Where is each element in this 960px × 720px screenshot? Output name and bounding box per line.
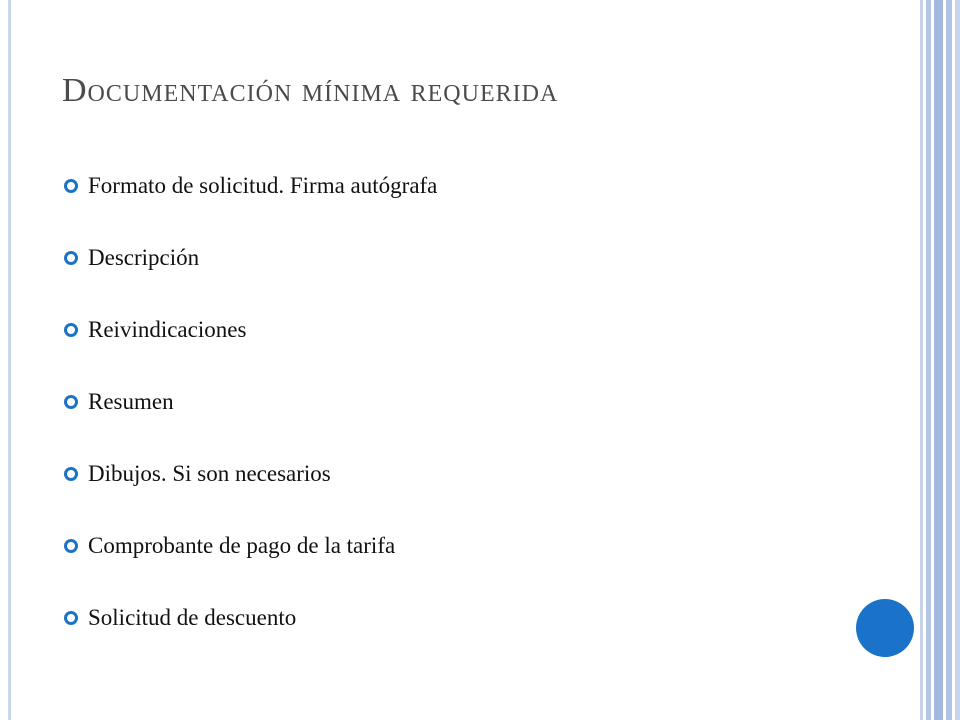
bullet-item xyxy=(62,240,437,312)
accent-circle-decoration xyxy=(856,599,914,657)
bullet-icon xyxy=(62,321,80,339)
bullet-text: Reivindicaciones xyxy=(88,317,247,342)
bullet-icon xyxy=(62,393,80,411)
stripe xyxy=(955,0,960,720)
bullet-text: Descripción xyxy=(88,245,200,270)
bullet-text: Formato de solicitud. Firma autógrafa xyxy=(88,173,438,198)
bullet-text: Solicitud de descuento xyxy=(88,605,297,630)
bullet-icon xyxy=(62,609,80,627)
bullet-text: Resumen xyxy=(88,389,174,414)
bullet-text: Comprobante de pago de la tarifa xyxy=(88,533,396,558)
bullet-icon xyxy=(62,465,80,483)
bullet-item xyxy=(62,168,437,240)
right-decorative-stripes xyxy=(916,0,960,720)
bullet-item xyxy=(62,528,437,600)
left-rule xyxy=(8,0,11,720)
bullet-list xyxy=(62,168,437,672)
bullet-icon xyxy=(62,249,80,267)
bullet-icon xyxy=(62,537,80,555)
bullet-item xyxy=(62,600,437,672)
slide-title: Documentación mínima requerida xyxy=(62,72,559,109)
bullet-item xyxy=(62,384,437,456)
stripe xyxy=(934,0,943,720)
bullet-item xyxy=(62,312,437,384)
bullet-text: Dibujos. Si son necesarios xyxy=(88,461,331,486)
bullet-icon xyxy=(62,177,80,195)
bullet-item xyxy=(62,456,437,528)
